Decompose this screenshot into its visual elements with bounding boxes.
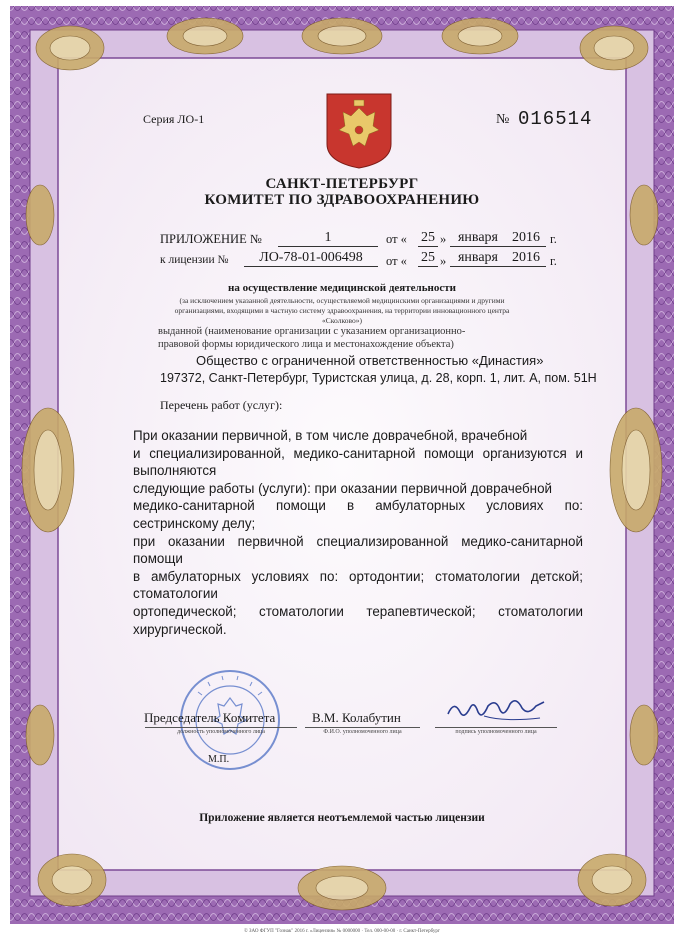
activity-title: на осуществление медицинской деятельности xyxy=(227,282,456,294)
license-from: от « xyxy=(386,254,407,268)
activity-note-1: (за исключением указанной деятельности, осуществляемой медицинскими организациями и другими xyxy=(179,296,505,305)
issued-label-2: правовой формы юридического лица и местонахождение объекта) xyxy=(158,339,454,350)
number-sign: № xyxy=(496,112,510,127)
signer-position: Председатель Комитета xyxy=(144,710,276,725)
works-line: при оказании первичной специализированной медико-санитарной помощи xyxy=(133,533,583,567)
works-line: в амбулаторных условиях по: ортодонтии; стоматологии детской; стоматологии xyxy=(133,568,583,602)
stamp-label: М.П. xyxy=(208,754,230,765)
license-close: » xyxy=(440,254,447,268)
coat-of-arms-icon xyxy=(325,92,393,170)
appendix-day: 25 xyxy=(418,230,438,247)
appendix-year: 2016 xyxy=(506,230,546,247)
license-number: ЛО-78-01-006498 xyxy=(244,250,378,267)
appendix-number: 1 xyxy=(278,230,378,247)
appendix-month: января xyxy=(450,230,506,247)
organization-name: Общество с ограниченной ответственностью «Династия» xyxy=(196,353,544,368)
committee-title: КОМИТЕТ ПО ЗДРАВООХРАНЕНИЮ xyxy=(204,192,480,208)
appendix-suffix: г. xyxy=(550,232,557,246)
works-line: При оказании первичной, в том числе доврачебной, врачебной xyxy=(133,428,528,443)
appendix-label: ПРИЛОЖЕНИЕ № xyxy=(160,232,262,246)
position-line xyxy=(145,727,297,728)
serial-number: 016514 xyxy=(518,108,593,130)
license-suffix: г. xyxy=(550,254,557,268)
works-label: Перечень работ (услуг): xyxy=(160,398,283,412)
license-month: января xyxy=(450,250,506,267)
works-line: и специализированной, медико-санитарной помощи организуются и выполняются xyxy=(133,445,583,479)
caption-name: Ф.И.О. уполномоченного лица xyxy=(323,729,402,735)
signer-name: В.М. Колабутин xyxy=(312,710,401,725)
works-line: медико-санитарной помощи в амбулаторных условиях по: сестринскому делу; xyxy=(133,498,583,531)
works-list xyxy=(133,427,583,638)
activity-note-2: организациями, входящими в частную систему здравоохранения, на территории инновационного центра xyxy=(174,306,510,315)
appendix-close: » xyxy=(440,232,447,246)
printer-note: © ЗАО ФГУП "Гознак" 2016 г. «Лицензия» № 0000000 · Тел. 000-00-00 · г. Санкт-Петербург xyxy=(243,929,440,934)
license-year: 2016 xyxy=(506,250,546,267)
appendix-from: от « xyxy=(386,232,407,246)
name-line xyxy=(305,727,420,728)
activity-note-3: «Сколково») xyxy=(322,316,362,325)
issued-label-1: выданной (наименование организации с указанием организационно- xyxy=(158,326,466,337)
footer-note: Приложение является неотъемлемой частью лицензии xyxy=(199,812,485,824)
license-label: к лицензии № xyxy=(160,254,229,266)
caption-position: должность уполномоченного лица xyxy=(177,729,265,735)
organization-address: 197372, Санкт-Петербург, Туристская улица, д. 28, корп. 1, лит. А, пом. 51Н xyxy=(160,371,597,385)
works-line: ортопедической; стоматологии терапевтической; стоматологии хирургической. xyxy=(133,603,583,637)
license-day: 25 xyxy=(418,250,438,267)
works-line: следующие работы (услуги): при оказании первичной доврачебной xyxy=(133,480,552,496)
region-title: САНКТ-ПЕТЕРБУРГ xyxy=(265,176,419,192)
caption-signature: подпись уполномоченного лица xyxy=(455,729,537,735)
handwritten-signature xyxy=(444,694,548,728)
series-label: Серия ЛО-1 xyxy=(143,112,205,126)
